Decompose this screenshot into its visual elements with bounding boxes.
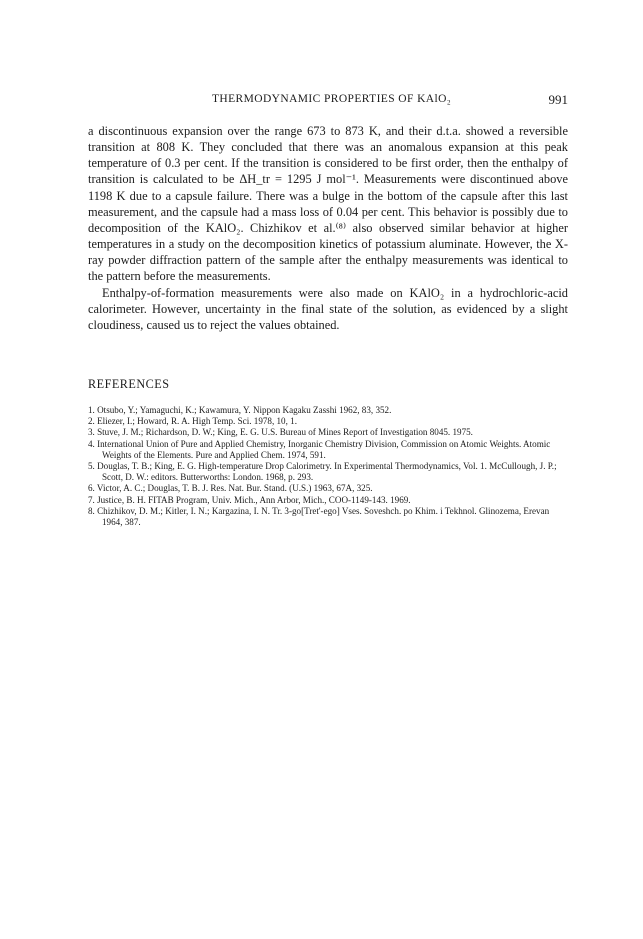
- running-head: [88, 93, 568, 111]
- reference-item: 5. Douglas, T. B.; King, E. G. High-temperature Drop Calorimetry. In Experimental Thermodynamics, Vol. 1. McCullough, J. P.; Scott, D. W.: editors. Butterworths: London. 1968, p. 293.: [88, 461, 557, 483]
- reference-item: 2. Eliezer, I.; Howard, R. A. High Temp. Sci. 1978, 10, 1.: [88, 416, 297, 427]
- page-number: 991: [548, 92, 568, 107]
- reference-list: [88, 405, 568, 528]
- body-text: [88, 123, 568, 333]
- reference-item: 4. International Union of Pure and Applied Chemistry, Inorganic Chemistry Division, Commission on Atomic Weights. Atomic Weights of the Elements. Pure and Applied Chem. 1974, 591.: [88, 438, 551, 460]
- running-title: THERMODYNAMIC PROPERTIES OF KAlO₂: [212, 93, 452, 105]
- reference-item: 8. Chizhikov, D. M.; Kitler, I. N.; Kargazina, I. N. Tr. 3-go[Tret'-ego] Vses. Soveshch. po Khim. i Tekhnol. Glinozema, Erevan 1964, 387.: [88, 505, 550, 528]
- reference-item: 6. Victor, A. C.; Douglas, T. B. J. Res. Nat. Bur. Stand. (U.S.) 1963, 67A, 325.: [88, 483, 373, 494]
- body-paragraph-2: Enthalpy-of-formation measurements were also made on KAlO₂ in a hydrochloric-acid calorimeter. However, uncertainty in the final state of the solution, as evidenced by a slight cloudiness, caused us to reject the values obtained.: [88, 285, 568, 332]
- reference-item: 3. Stuve, J. M.; Richardson, D. W.; King, E. G. U.S. Bureau of Mines Report of Investigation 8045. 1975.: [88, 427, 473, 438]
- reference-item: 1. Otsubo, Y.; Yamaguchi, K.; Kawamura, Y. Nippon Kagaku Zasshi 1962, 83, 352.: [88, 405, 392, 415]
- references-heading: REFERENCES: [88, 377, 170, 391]
- body-paragraph-1: a discontinuous expansion over the range 673 to 873 K, and their d.t.a. showed a reversible transition at 808 K. They concluded that there was an anomalous expansion at this peak temperature of 0.3 per cent. If the transition is considered to be first order, then the enthalpy of transition is calculated to be ΔH_tr = 1295 J mol⁻¹. Measurements were discontinued above 1198 K due to a capsule failure. There was a bulge in the bottom of the capsule after this last measurement, and the capsule had a mass loss of 0.04 per cent. This behavior is possibly due to decomposition of the KAlO₂. Chizhikov et al.⁽⁸⁾ also observed similar behavior at higher temperatures in a study on the decomposition kinetics of potassium aluminate. However, the X-ray powder diffraction pattern of the sample after the enthalpy measurements was identical to the pattern before the measurements.: [88, 124, 568, 284]
- reference-item: 7. Justice, B. H. FITAB Program, Univ. Mich., Ann Arbor, Mich., COO-1149-143. 1969.: [88, 494, 411, 505]
